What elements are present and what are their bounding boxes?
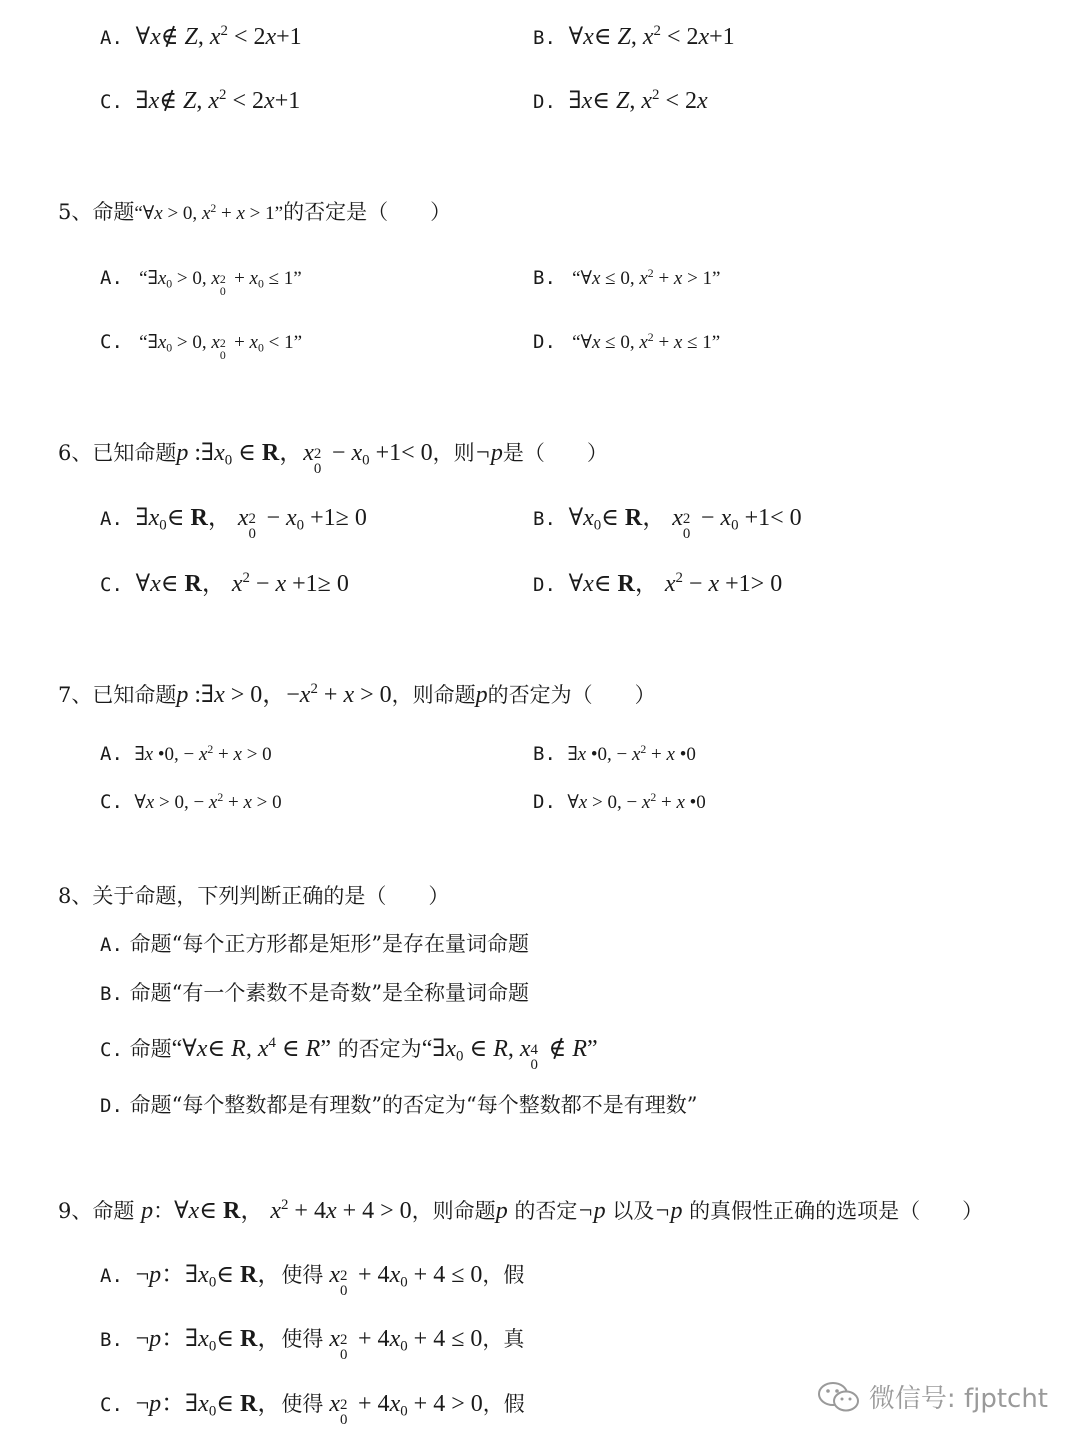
q8-option-d: D. 命题“每个整数都是有理数”的否定为“每个整数都不是有理数”	[100, 1093, 698, 1117]
q7-option-a: A. ∃x •0, − $x^2 + x > 0$	[100, 742, 272, 765]
q5-stem: 5、命题“∀x > 0, $x^2 + x > 1$”的否定是（ ）	[58, 200, 452, 224]
q4-option-a-formula: ∀x∉ Z, $x^2 < 2x+1$	[129, 23, 302, 50]
q4-option-c-formula: ∃x∉ Z, $x^2 < 2x+1$	[129, 87, 301, 114]
q8-option-b: B. 命题“有一个素数不是奇数”是全称量词命题	[100, 981, 530, 1005]
q4-option-a: A. ∀x∉ Z, $x^2 < 2x+1$	[100, 23, 302, 50]
q5-option-d: D. “∀x ≤ 0, $x^2 + x \le 1$”	[533, 330, 721, 353]
q4-option-b-formula: ∀x∈ Z, $x^2 < 2x+1$	[562, 23, 735, 50]
q6-option-c: C. ∀x∈ R， $x^2 - x +1\ge 0$	[100, 570, 349, 597]
q5-option-a-formula: “$\exists x_0 > 0$, x 2 0 + $x_0 \le 1$”	[129, 268, 302, 298]
q7-option-d-formula: ∀x > 0, − $x^2 + x$ •0	[562, 790, 706, 813]
q9-option-a: A. ¬p：$\exists x_0\in$ R，使得 x 2 0 + $4x_0 + 4 \le 0$，假	[100, 1262, 525, 1300]
q9-stem: 9、命题 p：∀x∈ R， $x^2 + 4x + 4 > 0$，则命题p 的否定¬p 以及¬p 的真假性正确的选项是（ ）	[58, 1197, 984, 1224]
q6-option-d: D. ∀x∈ R， $x^2 - x +1> 0$	[533, 570, 783, 597]
q7-option-b: B. ∃x •0, − $x^2 + x$ •0	[533, 742, 696, 765]
q5-option-b-formula: “∀x ≤ 0, $x^2 + x > 1$”	[562, 266, 721, 289]
q9-option-a-formula: ¬p：$\exists x_0\in$ R，	[129, 1262, 282, 1291]
q6-stem-formula: p $:\exists x_0$ ∈ R，x 2 0 − $x_0 +1< 0$	[176, 440, 433, 478]
q5-option-c-formula: “$\exists x_0 > 0$, x 2 0 + $x_0 < 1$”	[129, 332, 303, 362]
q4-option-d: D. ∃x∈ Z, $x^2 < 2x$	[533, 87, 708, 114]
q6-option-b-formula: $\forall x_0\in$ R， x 2 0 − $x_0 +1< 0$	[562, 505, 802, 543]
watermark-text: 微信号: fjptcht	[868, 1384, 1048, 1414]
q9-neg-p: ¬p	[577, 1198, 606, 1224]
q7-option-d: D. ∀x > 0, − $x^2 + x$ •0	[533, 790, 706, 813]
q6-option-d-formula: ∀x∈ R， $x^2 - x +1> 0$	[562, 570, 783, 597]
q7-option-a-formula: ∃x •0, − $x^2 + x > 0$	[129, 742, 272, 765]
q8-option-c-formula-1: “∀x∈ R, $x^4$ ∈ R”	[171, 1035, 331, 1062]
q5-option-d-formula: “∀x ≤ 0, $x^2 + x \le 1$”	[562, 330, 721, 353]
q7-option-c: C. ∀x > 0, − $x^2 + x > 0$	[100, 790, 282, 813]
q5-option-b: B. “∀x ≤ 0, $x^2 + x > 1$”	[533, 266, 721, 289]
q9-p-2: p	[495, 1198, 508, 1224]
q6-option-a: A. $\exists x_0\in$ R， x 2 0 − $x_0 +1\ge 0$	[100, 505, 367, 543]
watermark	[817, 1378, 1048, 1415]
q9-stem-formula: ∀x∈ R， $x^2 + 4x + 4 > 0$	[174, 1197, 412, 1224]
q7-stem-formula: p :∃x > 0，$-x^2 + x > 0$	[176, 681, 392, 708]
q8-option-c-formula-2: “$\exists x_0$ ∈ R, x 4 0 ∉ R”	[421, 1036, 598, 1074]
q8-option-a: A. 命题“每个正方形都是矩形”是存在量词命题	[100, 932, 530, 956]
q6-option-b: B. $\forall x_0\in$ R， x 2 0 − $x_0 +1< 0$	[533, 505, 802, 543]
q5-option-a: A. “$\exists x_0 > 0$, x 2 0 + $x_0 \le 1$”	[100, 267, 302, 298]
q9-option-b-formula: ¬p：$\exists x_0\in$ R，	[129, 1326, 282, 1355]
q5-option-c: C. “$\exists x_0 > 0$, x 2 0 + $x_0 < 1$”	[100, 331, 303, 362]
q7-option-b-formula: ∃x •0, − $x^2 + x$ •0	[562, 742, 696, 765]
q8-option-c: C. 命题“∀x∈ R, $x^4$ ∈ R” 的否定为“$\exists x_0$ ∈ R, x 4 0 ∉ R”	[100, 1035, 598, 1074]
q9-neg-p-2: ¬p	[654, 1198, 683, 1224]
q4-option-c: C. ∃x∉ Z, $x^2 < 2x+1$	[100, 87, 301, 114]
q6-neg-p: ¬p	[474, 440, 503, 466]
q9-p: p	[141, 1198, 154, 1224]
q7-stem: 7、已知命题p :∃x > 0，$-x^2 + x > 0$，则命题p的否定为（ ）	[58, 681, 656, 708]
q6-stem: 6、已知命题p $:\exists x_0$ ∈ R，x 2 0 − $x_0 +1< 0$，则¬p是（ ）	[58, 440, 608, 478]
q4-option-b: B. ∀x∈ Z, $x^2 < 2x+1$	[533, 23, 735, 50]
q4-option-d-formula: ∃x∈ Z, $x^2 < 2x$	[562, 87, 708, 114]
q9-option-c: C. ¬p：$\exists x_0\in$ R，使得 x 2 0 + $4x_0 + 4 > 0$，假	[100, 1391, 525, 1429]
q9-option-b: B. ¬p：$\exists x_0\in$ R，使得 x 2 0 + $4x_0 + 4 \le 0$，真	[100, 1326, 525, 1364]
q8-stem: 8、关于命题，下列判断正确的是（ ）	[58, 884, 450, 908]
wechat-icon	[817, 1380, 861, 1414]
q9-option-c-formula: ¬p：$\exists x_0\in$ R，	[129, 1391, 282, 1420]
q7-p: p	[475, 682, 488, 708]
q6-option-a-formula: $\exists x_0\in$ R， x 2 0 − $x_0 +1\ge 0$	[129, 505, 367, 543]
q7-option-c-formula: ∀x > 0, − $x^2 + x > 0$	[129, 790, 282, 813]
q6-option-c-formula: ∀x∈ R， $x^2 - x +1\ge 0$	[129, 570, 349, 597]
q5-stem-formula: “∀x > 0, $x^2 + x > 1$”	[134, 201, 284, 224]
